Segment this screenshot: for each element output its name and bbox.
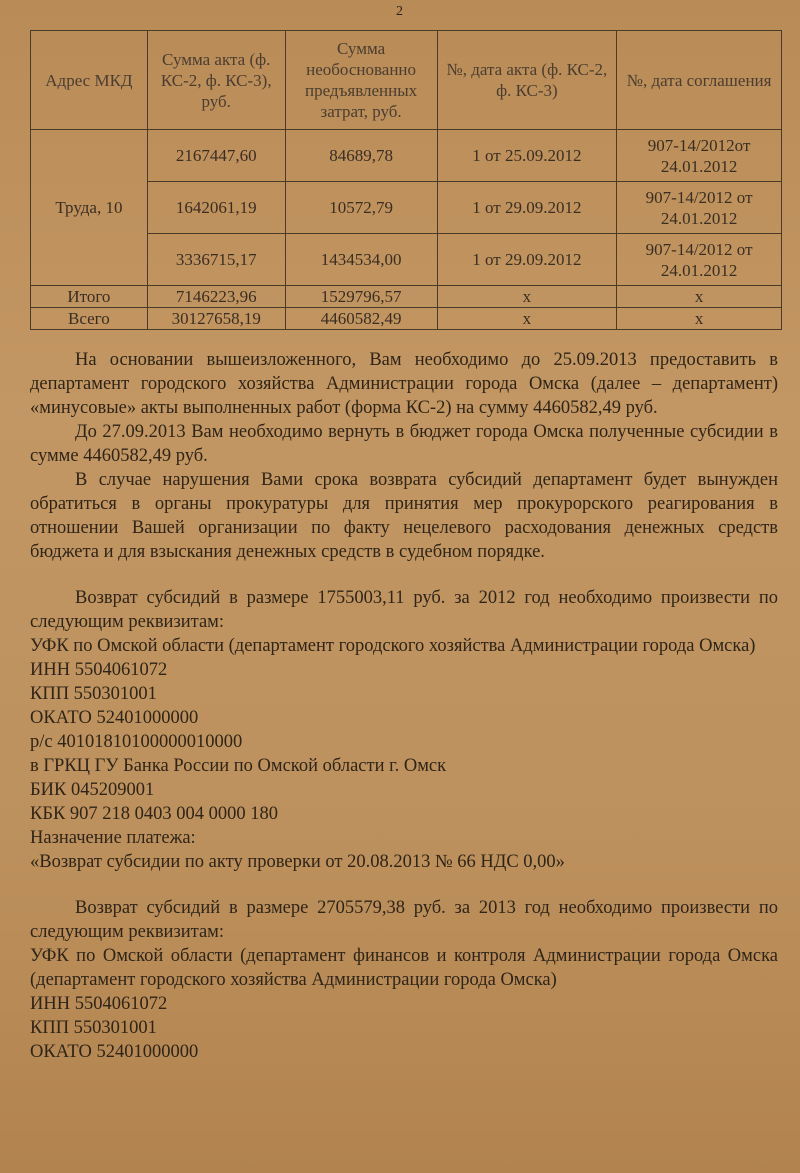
total-label: Всего [31, 308, 148, 330]
subtotal-unjustified: 1529796,57 [285, 286, 437, 308]
unjustified-cell: 10572,79 [285, 182, 437, 234]
act-sum-cell: 2167447,60 [147, 130, 285, 182]
refund-2012-recipient: УФК по Омской области (департамент городского хозяйства Администрации города Омска) [30, 636, 756, 656]
total-act-sum: 30127658,19 [147, 308, 285, 330]
refund-2012-purpose-label: Назначение платежа: [30, 828, 196, 848]
refund-2012-bik: БИК 045209001 [30, 780, 155, 800]
total-row [31, 308, 782, 330]
refund-2013-inn: ИНН 5504061072 [30, 994, 168, 1014]
refund-2012-account: р/с 40101810100000010000 [30, 732, 243, 752]
act-cell: 1 от 25.09.2012 [437, 130, 617, 182]
refund-2012-bank: в ГРКЦ ГУ Банка России по Омской области г. Омск [30, 756, 447, 776]
table-header-row [31, 31, 782, 130]
subtotal-row [31, 286, 782, 308]
refund-2012-intro: Возврат субсидий в размере 1755003,11 руб. за 2012 год необходимо произвести по следующим реквизитам: [30, 588, 778, 632]
refund-2012-kbk: КБК 907 218 0403 004 0000 180 [30, 804, 279, 824]
header-act-number-date: №, дата акта (ф. КС-2, ф. КС-3) [437, 31, 617, 130]
header-unjustified-sum: Сумма необоснованно предъявленных затрат, руб. [285, 31, 437, 130]
refund-2012-kpp: КПП 550301001 [30, 684, 157, 704]
acts-table [30, 30, 782, 330]
subtotal-act: х [437, 286, 617, 308]
refund-2012-purpose: «Возврат субсидии по акту проверки от 20.08.2013 № 66 НДС 0,00» [30, 852, 565, 872]
refund-2013-okato: ОКАТО 52401000000 [30, 1042, 199, 1062]
letter-body [30, 348, 778, 1064]
act-cell: 1 от 29.09.2012 [437, 234, 617, 286]
refund-2012-okato: ОКАТО 52401000000 [30, 708, 199, 728]
paragraph-prosecution-warning: В случае нарушения Вами срока возврата субсидий департамент будет вынужден обратиться в органы прокуратуры для принятия мер прокурорского реагирования в отношении Вашей организации по факту нецелевого расходования денежных средств бюджета и для взыскания денежных средств в судебном порядке. [30, 470, 778, 562]
act-sum-cell: 3336715,17 [147, 234, 285, 286]
refund-2013-kpp: КПП 550301001 [30, 1018, 157, 1038]
header-act-sum: Сумма акта (ф. КС-2, ф. КС-3), руб. [147, 31, 285, 130]
paragraph-return-subsidies: До 27.09.2013 Вам необходимо вернуть в бюджет города Омска полученные субсидии в сумме 4460582,49 руб. [30, 422, 778, 466]
total-agreement: х [617, 308, 782, 330]
subtotal-label: Итого [31, 286, 148, 308]
refund-2013-intro: Возврат субсидий в размере 2705579,38 руб. за 2013 год необходимо произвести по следующим реквизитам: [30, 898, 778, 942]
unjustified-cell: 84689,78 [285, 130, 437, 182]
subtotal-act-sum: 7146223,96 [147, 286, 285, 308]
act-cell: 1 от 29.09.2012 [437, 182, 617, 234]
refund-2012-inn: ИНН 5504061072 [30, 660, 168, 680]
refund-2013-recipient: УФК по Омской области (департамент финансов и контроля Администрации города Омска (департамент городского хозяйства Администрации города Омска) [30, 946, 778, 990]
unjustified-cell: 1434534,00 [285, 234, 437, 286]
subtotal-agreement: х [617, 286, 782, 308]
header-agreement-number-date: №, дата соглашения [617, 31, 782, 130]
total-unjustified: 4460582,49 [285, 308, 437, 330]
table-row [31, 130, 782, 182]
page-number: 2 [396, 4, 403, 19]
agreement-cell: 907-14/2012 от 24.01.2012 [617, 182, 782, 234]
act-sum-cell: 1642061,19 [147, 182, 285, 234]
agreement-cell: 907-14/2012от 24.01.2012 [617, 130, 782, 182]
total-act: х [437, 308, 617, 330]
paragraph-submit-acts: На основании вышеизложенного, Вам необходимо до 25.09.2013 предоставить в департамент городского хозяйства Администрации города Омска (далее – департамент) «минусовые» акты выполненных работ (форма КС-2) на сумму 4460582,49 руб. [30, 350, 778, 418]
header-address: Адрес МКД [31, 31, 148, 130]
address-cell: Труда, 10 [31, 130, 148, 286]
agreement-cell: 907-14/2012 от 24.01.2012 [617, 234, 782, 286]
